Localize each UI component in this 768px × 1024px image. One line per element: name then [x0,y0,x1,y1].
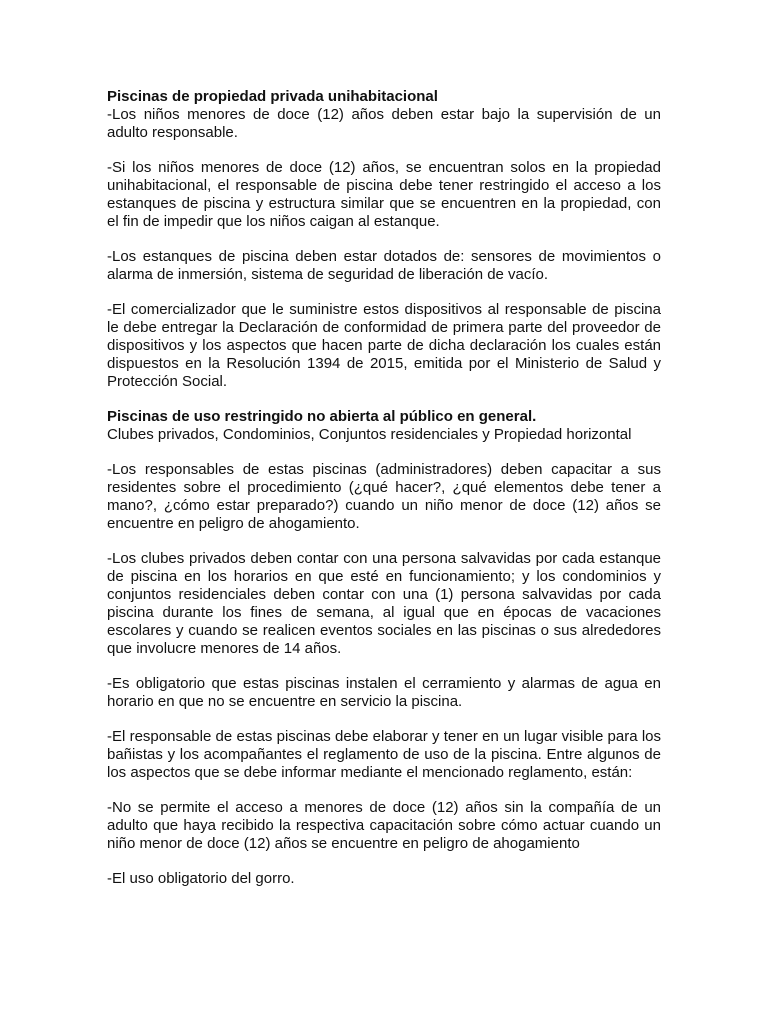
section-heading-private-pools: Piscinas de propiedad privada unihabitacional [107,88,438,105]
paragraph-supplier-declaration: -El comercializador que le suministre estos dispositivos al responsable de piscina le debe entregar la Declaración de conformidad de primera parte del proveedor de dispositivos y los aspectos que hacen parte de dicha declaración los cuales están dispuestos en la Resolución 1394 de 2015, emitida por el Ministerio de Salud y Protección Social. [107,301,661,390]
section-heading-restricted-pools: Piscinas de uso restringido no abierta al público en general. [107,408,537,425]
paragraph-restricted-access: -Si los niños menores de doce (12) años, se encuentran solos en la propiedad unihabitacional, el responsable de piscina debe tener restringido el acceso a los estanques de piscina y estructura similar que se encuentren en la propiedad, con el fin de impedir que los niños caigan al estanque. [107,159,661,230]
paragraph-supervision: -Los niños menores de doce (12) años deben estar bajo la supervisión de un adulto responsable. [107,106,661,141]
paragraph-enclosure-alarms: -Es obligatorio que estas piscinas instalen el cerramiento y alarmas de agua en horario en que no se encuentre en servicio la piscina. [107,675,661,710]
paragraph-minors-access: -No se permite el acceso a menores de doce (12) años sin la compañía de un adulto que haya recibido la respectiva capacitación sobre cómo actuar cuando un niño menor de doce (12) años se encuentre en peligro de ahogamiento [107,799,661,852]
paragraph-training: -Los responsables de estas piscinas (administradores) deben capacitar a sus residentes sobre el procedimiento (¿qué hacer?, ¿qué elementos debe tener a mano?, ¿cómo estar preparado?) cuando un niño menor de doce (12) años se encuentre en peligro de ahogamiento. [107,461,661,532]
paragraph-cap-required: -El uso obligatorio del gorro. [107,870,295,887]
paragraph-lifeguards: -Los clubes privados deben contar con una persona salvavidas por cada estanque de piscina en los horarios en que esté en funcionamiento; y los condominios y conjuntos residenciales deben contar con una (1) persona salvavidas por cada piscina durante los fines de semana, al igual que en épocas de vacaciones escolares y cuando se realicen eventos sociales en las piscinas o sus alrededores que involucre menores de 14 años. [107,550,661,657]
section-subheading-clubs: Clubes privados, Condominios, Conjuntos residenciales y Propiedad horizontal [107,426,632,443]
paragraph-sensors: -Los estanques de piscina deben estar dotados de: sensores de movimientos o alarma de inmersión, sistema de seguridad de liberación de vacío. [107,248,661,283]
document-page [107,88,661,905]
paragraph-regulations: -El responsable de estas piscinas debe elaborar y tener en un lugar visible para los bañistas y los acompañantes el reglamento de uso de la piscina. Entre algunos de los aspectos que se debe informar mediante el mencionado reglamento, están: [107,728,661,781]
